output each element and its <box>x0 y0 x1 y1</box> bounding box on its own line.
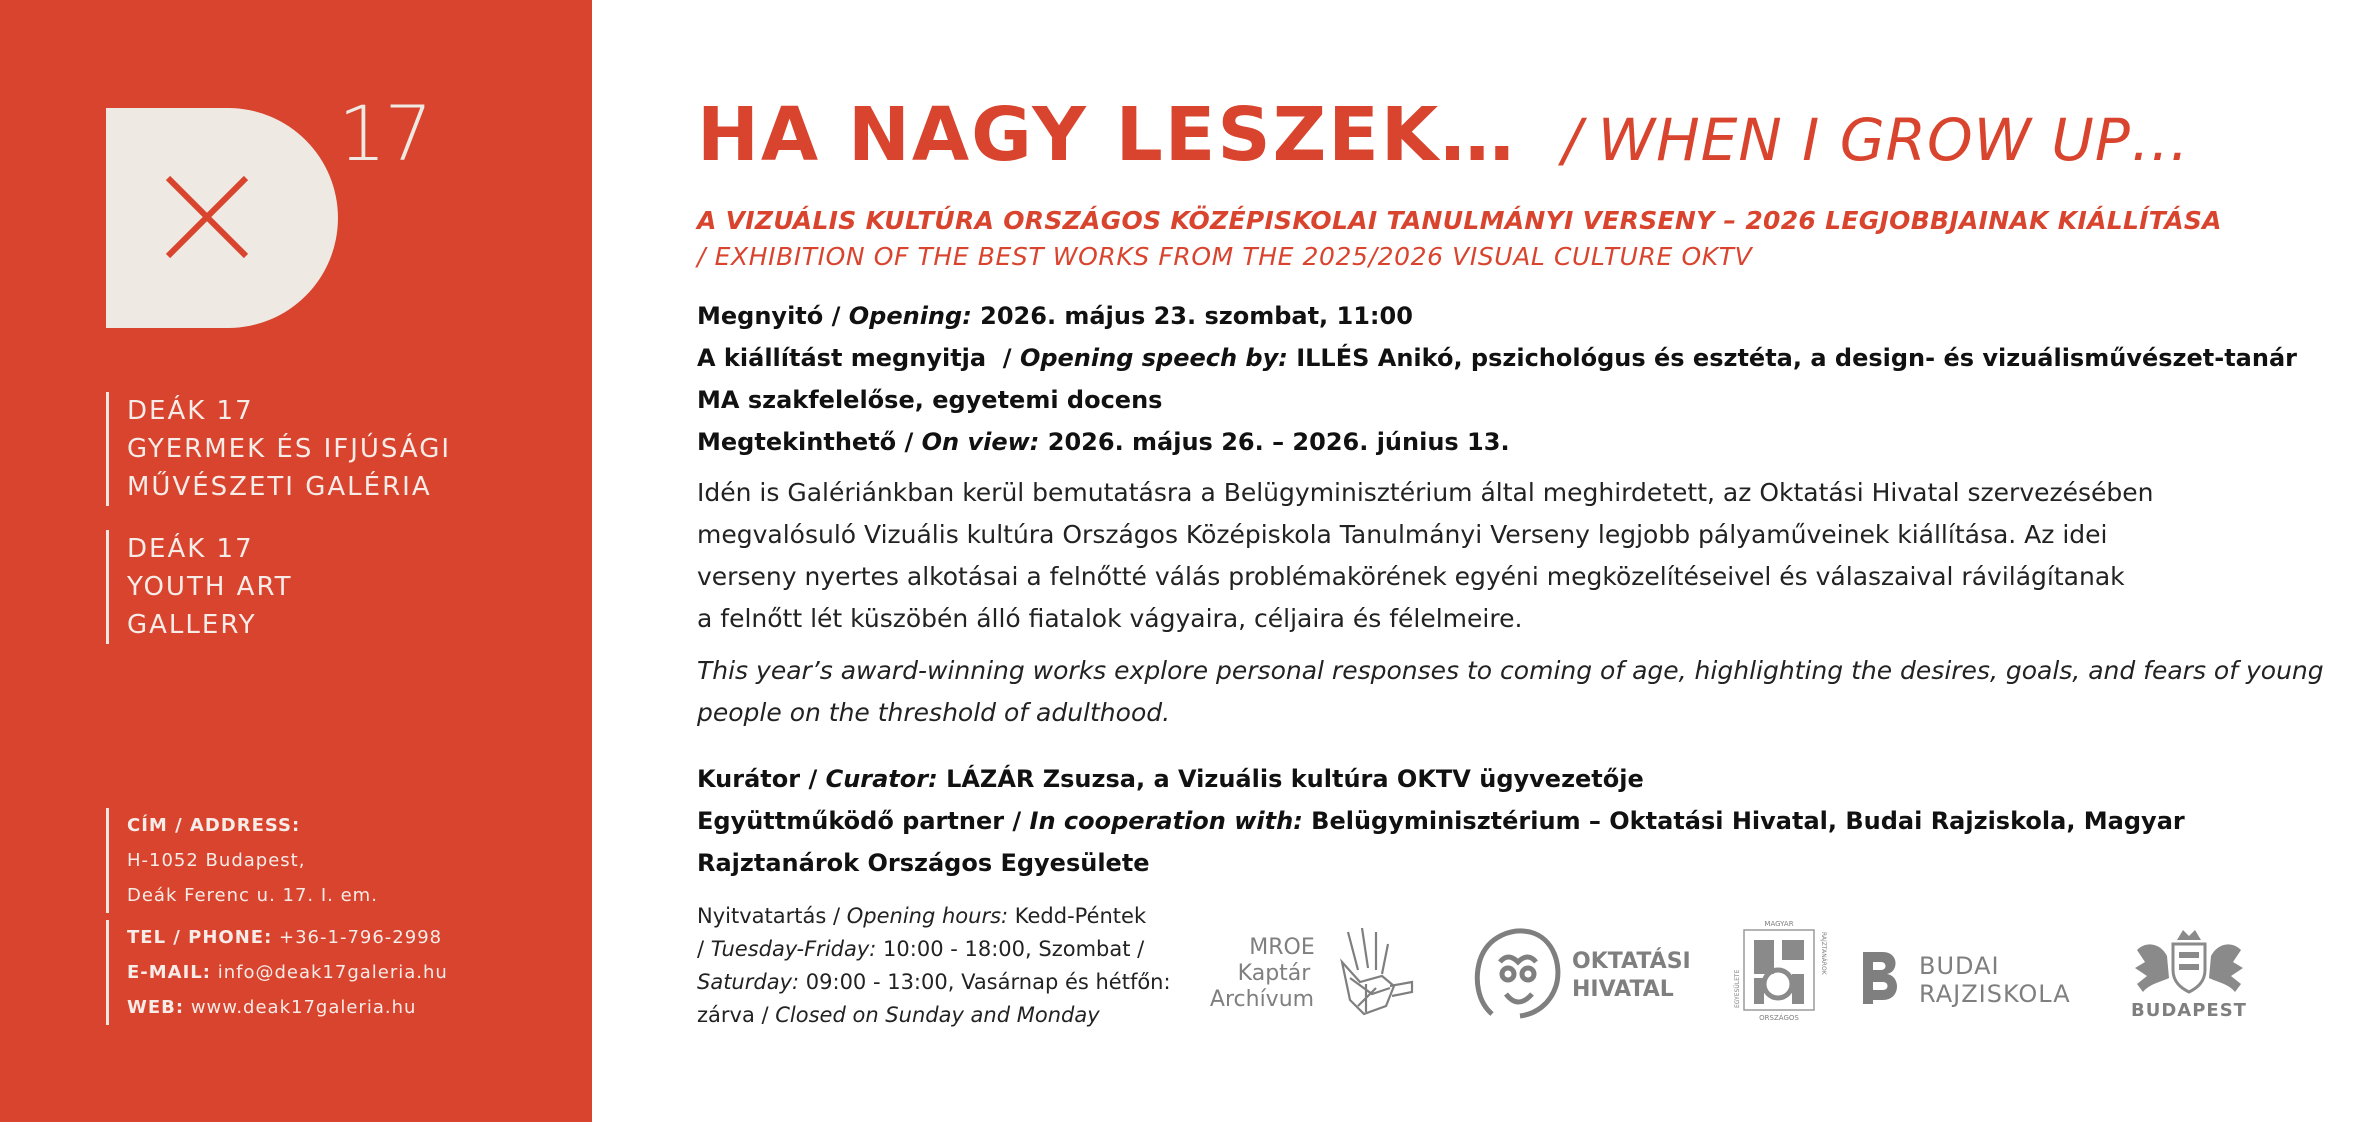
email-label: E-MAIL: <box>127 962 211 983</box>
br-logo-text: BUDAI <box>1919 952 2000 980</box>
partner-info-cont: Rajztanárok Országos Egyesülete <box>697 849 1150 877</box>
opening-info <box>697 295 1413 337</box>
description-hu-line: a felnőtt lét küszöbén álló fiatalok vágyaira, céljaira és félelmeire. <box>697 604 1523 633</box>
curator-label-en: Curator: <box>825 765 938 793</box>
address-label: CÍM / ADDRESS: <box>127 815 301 836</box>
title-hu: HA NAGY LESZEK… <box>697 92 1517 178</box>
mre-logo-text: EGYESÜLETE <box>1734 969 1741 1008</box>
gallery-en-line: GALLERY <box>127 610 257 640</box>
hours-text: Tuesday-Friday: <box>710 937 877 961</box>
email-link[interactable]: info@deak17galeria.hu <box>217 962 448 983</box>
budai-rajziskola-logo <box>1857 944 2087 1010</box>
owl-icon <box>1477 931 1558 1016</box>
gallery-name-en <box>106 530 293 644</box>
oh-logo-text: HIVATAL <box>1572 977 1674 1002</box>
web-label: WEB: <box>127 997 185 1018</box>
deak17-logo <box>106 108 338 328</box>
onview-label-hu: Megtekinthető / <box>697 428 914 456</box>
gallery-hu-line: DEÁK 17 <box>127 396 254 426</box>
budai-rajziskola-icon <box>1863 952 1897 1004</box>
gallery-name-hu <box>106 392 451 506</box>
opening-label-hu: Megnyitó / <box>697 302 841 330</box>
gallery-hu-line: MŰVÉSZETI GALÉRIA <box>127 472 432 502</box>
hours-text: Nyitvatartás / <box>697 904 841 928</box>
speech-info <box>697 337 2297 379</box>
mroe-logo-text: MROE <box>1249 935 1315 960</box>
curator-value: LÁZÁR Zsuzsa, a Vizuális kultúra OKTV ügyvezetője <box>946 765 1644 793</box>
hours-text: zárva / <box>697 1003 769 1027</box>
br-logo-text: RAJZISKOLA <box>1919 980 2071 1008</box>
speech-label-en: Opening speech by: <box>1019 344 1288 372</box>
partner-value: Belügyminisztérium – Oktatási Hivatal, Budai Rajziskola, Magyar <box>1311 807 2185 835</box>
opening-label-en: Opening: <box>848 302 972 330</box>
hours-text: Saturday: <box>697 970 800 994</box>
speech-info-cont: MA szakfelelőse, egyetemi docens <box>697 386 1163 414</box>
oh-logo-text: OKTATÁSI <box>1572 949 1691 974</box>
subtitle-en: / EXHIBITION OF THE BEST WORKS FROM THE 2025/2026 VISUAL CULTURE OKTV <box>697 242 1753 271</box>
mre-logo-text: RAJZTANÁROK <box>1820 932 1827 975</box>
subtitle-hu: A VIZUÁLIS KULTÚRA ORSZÁGOS KÖZÉPISKOLAI TANULMÁNYI VERSENY – 2026 LEGJOBBJAINAK KIÁLLÍTÁSA <box>697 206 2222 235</box>
hours-text: Kedd-Péntek <box>1014 904 1147 928</box>
partner-info <box>697 800 2185 842</box>
phone-value[interactable]: +36-1-796-2998 <box>279 927 443 948</box>
speech-label-hu: A kiállítást megnyitja / <box>697 344 1012 372</box>
onview-info <box>697 421 1510 463</box>
logo-number: 17 <box>338 89 431 178</box>
opening-hours <box>697 900 1171 1032</box>
hours-text: / <box>697 937 705 961</box>
curator-label-hu: Kurátor / <box>697 765 818 793</box>
coat-of-arms-icon <box>2135 930 2243 992</box>
hours-text: 09:00 - 13:00, Vasárnap és hétfőn: <box>805 970 1171 994</box>
mre-logo <box>1730 918 1828 1022</box>
onview-label-en: On view: <box>921 428 1040 456</box>
mroe-logo-text: Kaptár <box>1237 961 1311 986</box>
description-en-line: people on the threshold of adulthood. <box>697 698 1171 727</box>
hand-icon <box>1342 928 1412 1014</box>
phone-label: TEL / PHONE: <box>127 927 273 948</box>
address-line-2: Deák Ferenc u. 17. I. em. <box>127 885 378 906</box>
description-en-line: This year’s award-winning works explore personal responses to coming of age, highlighting the desires, goals, and fears of young <box>697 656 2324 685</box>
mroe-logo-text: Archívum <box>1209 987 1315 1012</box>
gallery-hu-line: GYERMEK ÉS IFJÚSÁGI <box>127 434 452 464</box>
bp-logo-text: BUDAPEST <box>2131 1000 2247 1021</box>
mroe-kaptar-archivum-logo <box>1190 922 1420 1028</box>
speech-value: ILLÉS Anikó, pszichológus és esztéta, a design- és vizuálisművészet-tanár <box>1296 344 2297 372</box>
hours-text: Opening hours: <box>846 904 1009 928</box>
description-hu-line: megvalósuló Vizuális kultúra Országos Középiskola Tanulmányi Verseny legjobb pályaműveinek kiállítása. Az idei <box>697 520 2108 549</box>
page-title <box>697 92 2190 178</box>
description-hu <box>697 472 2287 640</box>
contact-block <box>106 920 448 1025</box>
partner-label-en: In cooperation with: <box>1029 807 1303 835</box>
gallery-en-line: YOUTH ART <box>127 572 293 602</box>
hours-text: 10:00 - 18:00, Szombat / <box>883 937 1145 961</box>
oktatasi-hivatal-logo <box>1472 922 1692 1022</box>
mre-logo-text: ORSZÁGOS <box>1759 1014 1799 1022</box>
gallery-en-line: DEÁK 17 <box>127 534 254 564</box>
web-link[interactable]: www.deak17galeria.hu <box>190 997 417 1018</box>
description-hu-line: Idén is Galériánkban kerül bemutatásra a Belügyminisztérium által meghirdetett, az Oktatási Hivatal szervezésében <box>697 478 2154 507</box>
title-separator: / <box>1562 106 1582 174</box>
address-line-1: H-1052 Budapest, <box>127 850 306 871</box>
description-en <box>697 650 2324 734</box>
budapest-coat-of-arms-logo <box>2107 922 2271 1022</box>
opening-value: 2026. május 23. szombat, 11:00 <box>980 302 1413 330</box>
title-en: WHEN I GROW UP… <box>1597 106 2190 174</box>
onview-value: 2026. május 26. – 2026. június 13. <box>1047 428 1510 456</box>
partner-label-hu: Együttműködő partner / <box>697 807 1022 835</box>
sidebar-panel <box>0 0 592 1122</box>
mre-logo-text: MAGYAR <box>1764 920 1794 928</box>
hours-text: Closed on Sunday and Monday <box>775 1003 1100 1027</box>
address-block <box>106 808 378 913</box>
curator-info <box>697 758 1644 800</box>
description-hu-line: verseny nyertes alkotásai a felnőtté válás problémakörének egyéni megközelítéseivel és válaszaival rávilágítanak <box>697 562 2125 591</box>
